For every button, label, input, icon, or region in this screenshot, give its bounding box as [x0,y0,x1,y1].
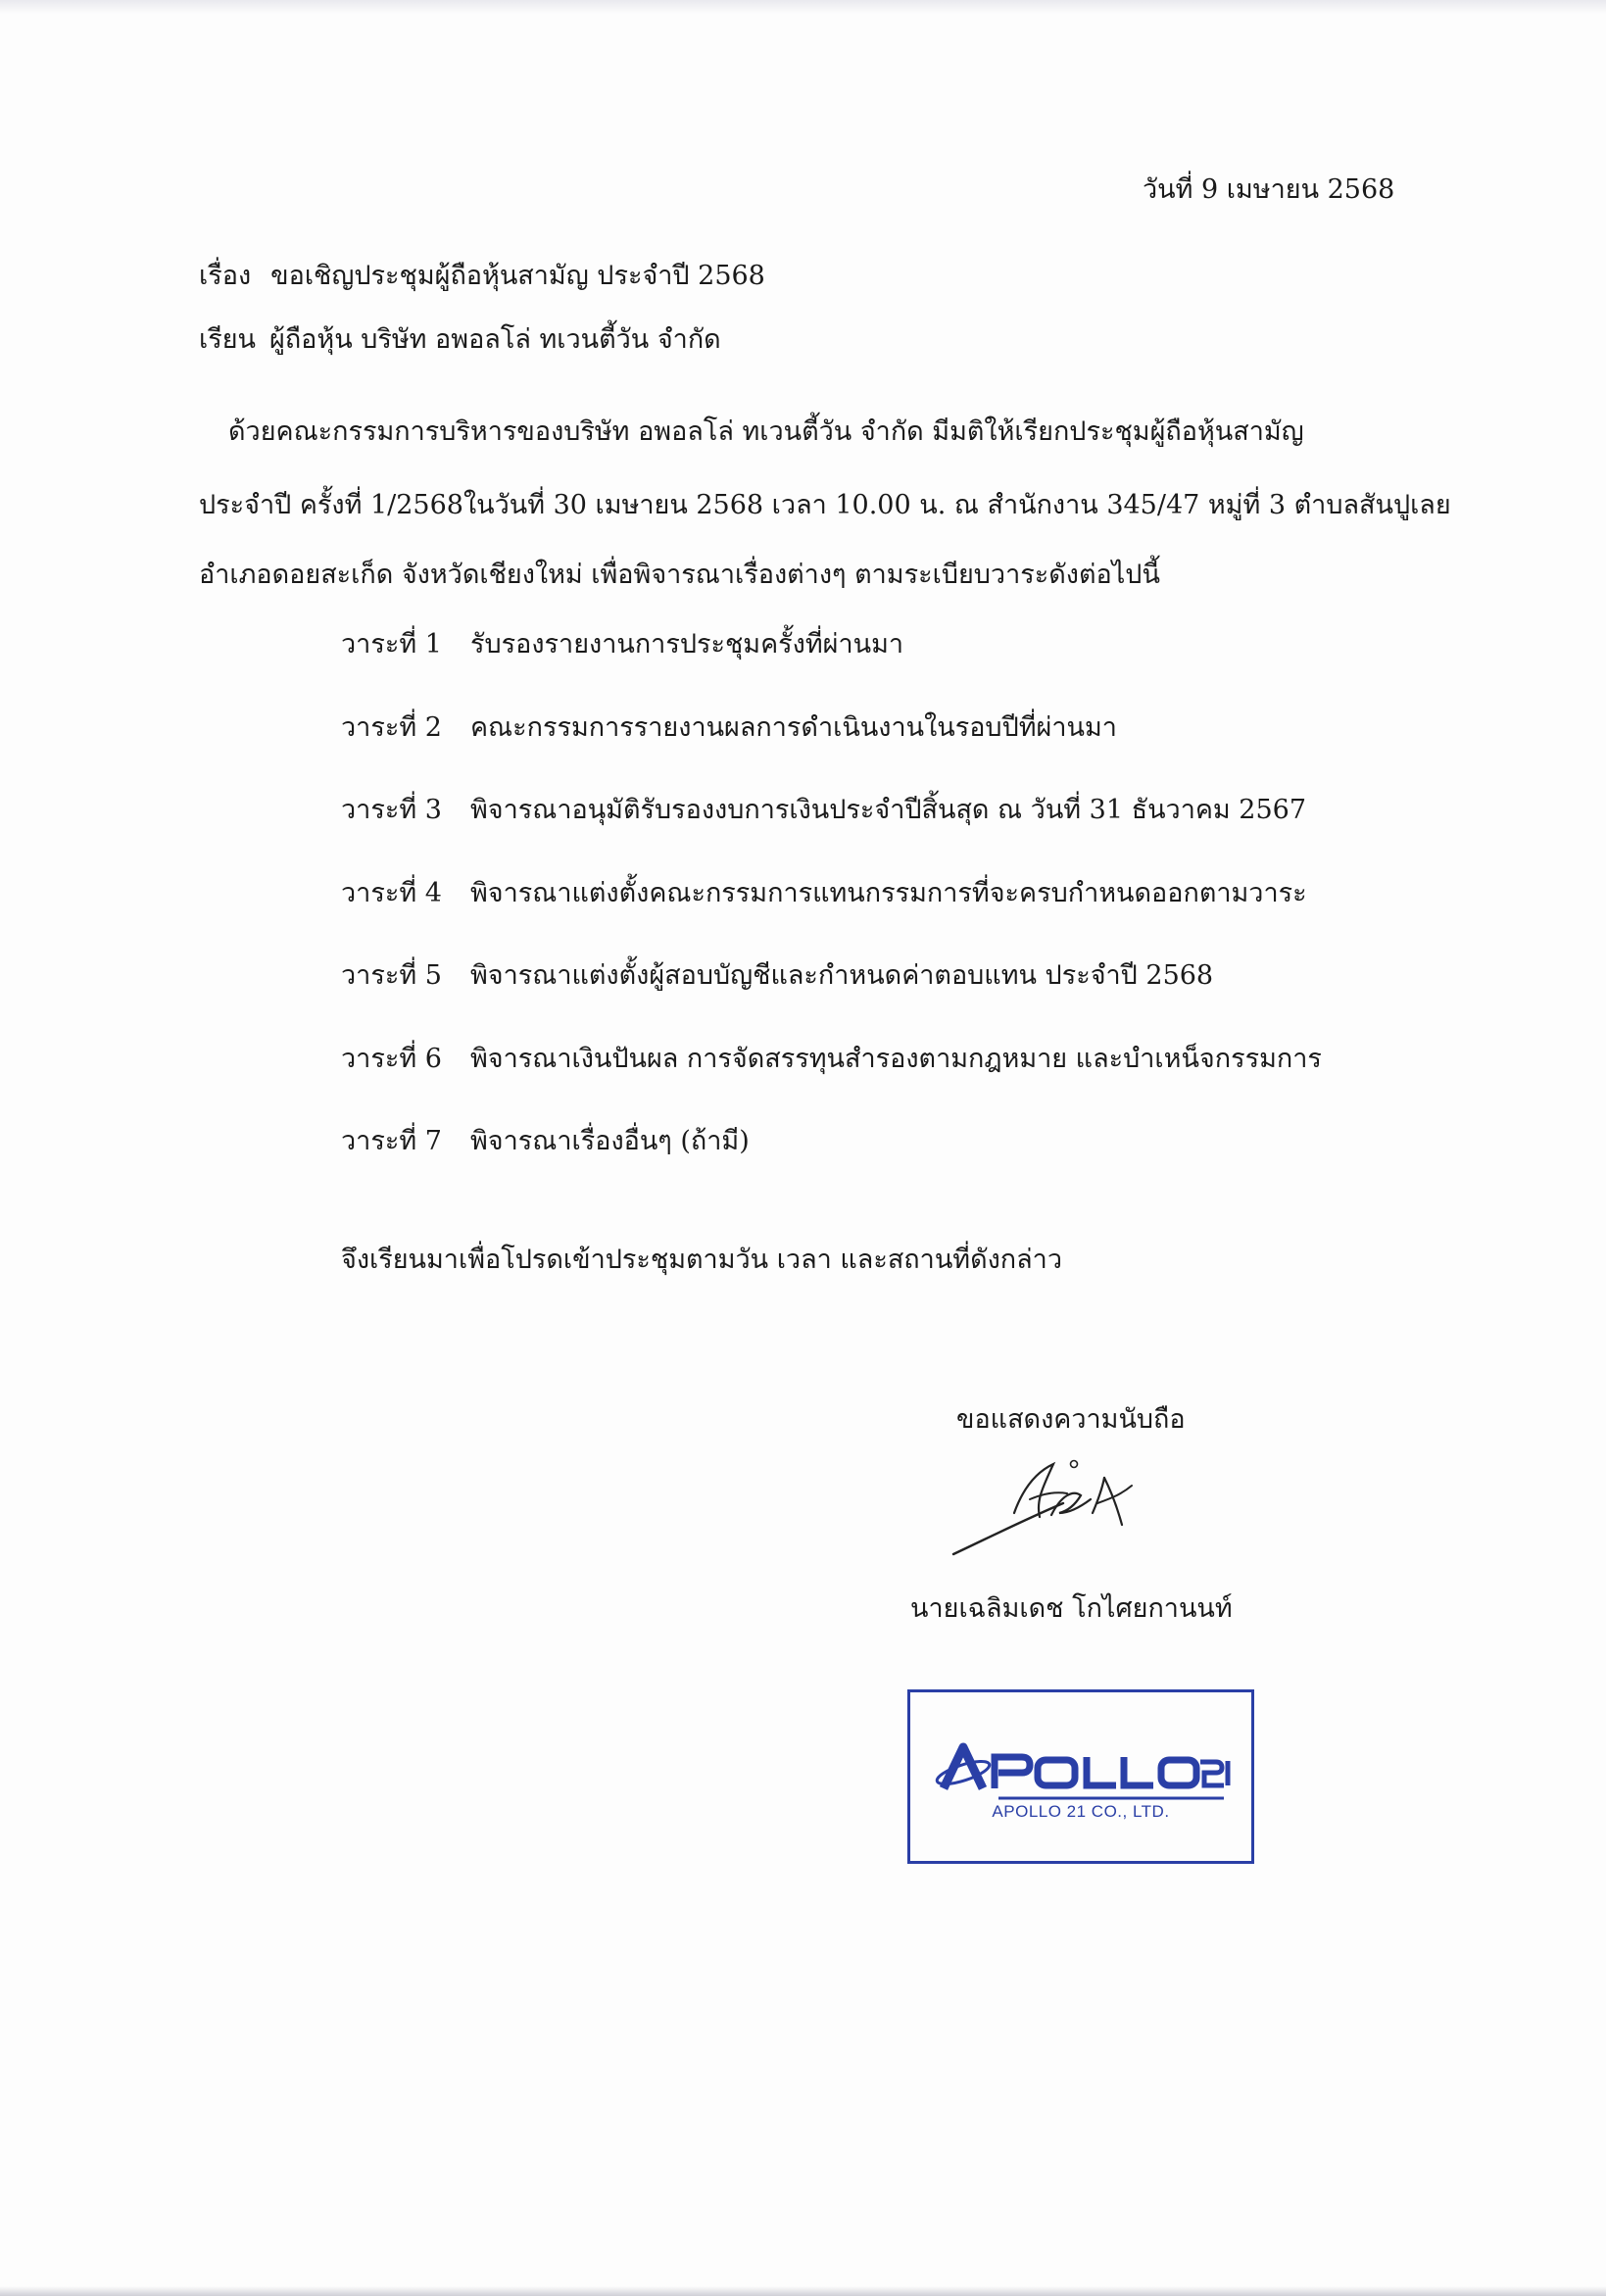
subject-label: เรื่อง [199,261,252,291]
subject-text: ขอเชิญประชุมผู้ถือหุ้นสามัญ ประจำปี 2568 [270,261,765,291]
agenda-item [341,958,1419,1042]
body-line-2: ประจำปี ครั้งที่ 1/2568ในวันที่ 30 เมษายน 2568 เวลา 10.00 น. ณ สำนักงาน 345/47 หมู่ที่ 3 ตำบลสันปูเลย [199,490,1451,520]
closing-regards: ขอแสดงความนับถือ [956,1404,1186,1435]
agenda-number: วาระที่ 5 [341,960,442,991]
agenda-item [341,793,1419,876]
subject-line [199,259,765,294]
agenda-number: วาระที่ 2 [341,711,442,743]
agenda-text: คณะกรรมการรายงานผลการดำเนินงานในรอบปีที่ผ่านมา [470,711,1117,743]
agenda-item [341,1042,1419,1125]
stamp-company-name: APOLLO 21 CO., LTD. [992,1802,1170,1821]
closing-sentence: จึงเรียนมาเพื่อโปรดเข้าประชุมตามวัน เวลา และสถานที่ดังกล่าว [341,1245,1063,1275]
agenda-text: พิจารณาแต่งตั้งคณะกรรมการแทนกรรมการที่จะครบกำหนดออกตามวาระ [470,877,1307,908]
company-stamp [907,1689,1254,1864]
recipient-line [199,322,721,358]
agenda-number: วาระที่ 4 [341,877,442,908]
body-line-3: อำเภอดอยสะเก็ด จังหวัดเชียงใหม่ เพื่อพิจารณาเรื่องต่างๆ ตามระเบียบวาระดังต่อไปนี้ [199,560,1160,590]
body-line-1: ด้วยคณะกรรมการบริหารของบริษัท อพอลโล่ ทเวนตี้วัน จำกัด มีมติให้เรียกประชุมผู้ถือหุ้นสามัญ [228,416,1304,447]
agenda-list [341,627,1419,1207]
agenda-text: รับรองรายงานการประชุมครั้งที่ผ่านมา [470,629,904,659]
agenda-text: พิจารณาเรื่องอื่นๆ (ถ้ามี) [470,1126,750,1156]
recipient-text: ผู้ถือหุ้น บริษัท อพอลโล่ ทเวนตี้วัน จำกัด [269,324,721,355]
scan-edge-top [0,0,1606,14]
signer-name: นายเฉลิมเดช โกไศยกานนท์ [910,1593,1233,1624]
recipient-label: เรียน [199,324,257,355]
scan-edge-bottom [0,2286,1606,2296]
agenda-item [341,710,1419,794]
agenda-text: พิจารณาเงินปันผล การจัดสรรทุนสำรองตามกฎหมาย และบำเหน็จกรรมการ [470,1043,1322,1074]
agenda-item [341,1124,1419,1207]
agenda-item [341,876,1419,959]
signature-image [946,1456,1161,1564]
letter-date: วันที่ 9 เมษายน 2568 [1143,174,1395,205]
agenda-text: พิจารณาแต่งตั้งผู้สอบบัญชีและกำหนดค่าตอบแทน ประจำปี 2568 [470,960,1214,991]
agenda-number: วาระที่ 6 [341,1043,442,1074]
agenda-number: วาระที่ 1 [341,629,442,659]
agenda-number: วาระที่ 3 [341,795,442,825]
agenda-number: วาระที่ 7 [341,1126,442,1156]
agenda-text: พิจารณาอนุมัติรับรองงบการเงินประจำปีสิ้นสุด ณ วันที่ 31 ธันวาคม 2567 [470,795,1307,825]
agenda-item [341,627,1419,710]
